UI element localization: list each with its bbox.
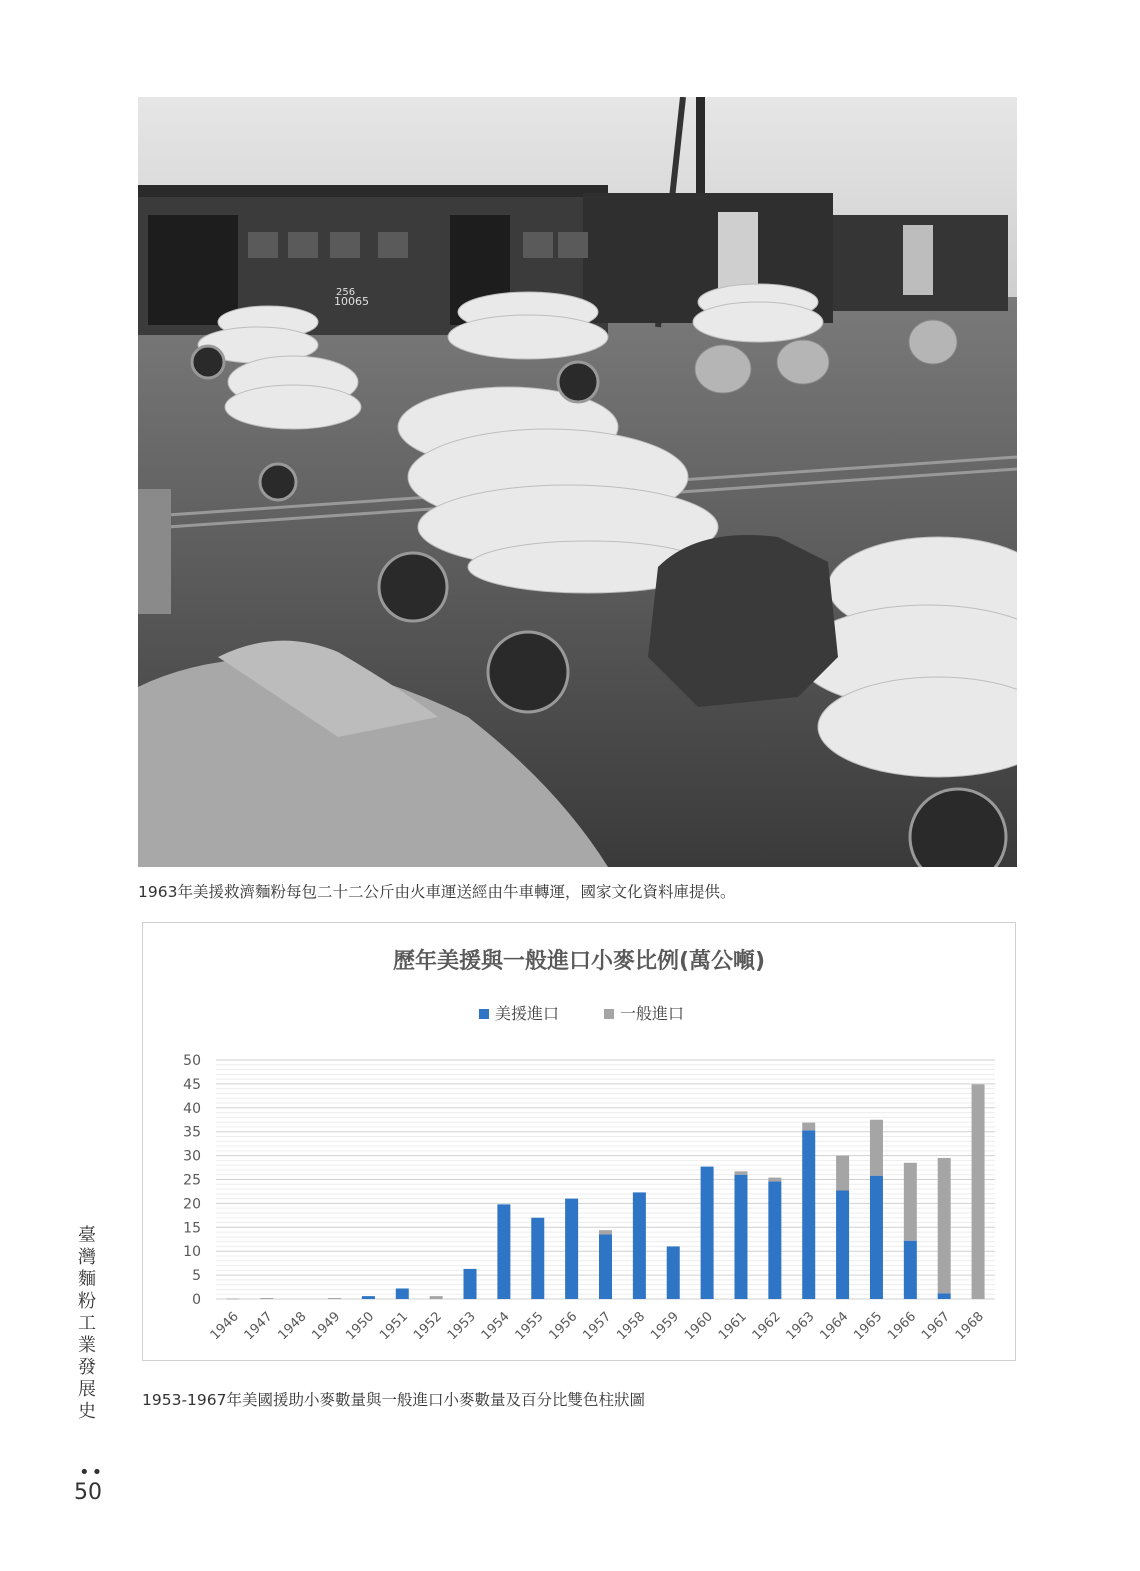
bar-segment <box>734 1171 747 1174</box>
x-tick-label: 1952 <box>410 1309 445 1344</box>
bar-segment <box>904 1163 917 1241</box>
bar-segment <box>633 1192 646 1299</box>
bar-segment <box>464 1269 477 1299</box>
bar-segment <box>870 1120 883 1176</box>
bar-segment <box>768 1178 781 1182</box>
x-tick-label: 1948 <box>275 1309 310 1344</box>
x-tick-label: 1957 <box>580 1309 615 1344</box>
historical-photo <box>138 97 1017 867</box>
page-dots: •• <box>79 1462 105 1483</box>
photo-scene <box>138 97 1017 867</box>
bar-segment <box>362 1296 375 1299</box>
x-tick-label: 1953 <box>444 1309 479 1344</box>
bar-segment <box>701 1167 714 1299</box>
x-tick-label: 1967 <box>919 1309 954 1344</box>
bar-segment <box>260 1298 273 1299</box>
bar-segment <box>667 1246 680 1299</box>
chart-caption: 1953-1967年美國援助小麥數量與一般進口小麥數量及百分比雙色柱狀圖 <box>142 1391 645 1409</box>
bar-segment <box>870 1176 883 1299</box>
chart-bars <box>226 1084 984 1299</box>
x-tick-label: 1968 <box>952 1309 987 1344</box>
bar-segment <box>430 1296 443 1299</box>
bar-segment <box>802 1123 815 1131</box>
y-tick-label: 35 <box>183 1124 201 1141</box>
bar-segment <box>565 1199 578 1299</box>
x-tick-label: 1960 <box>681 1309 716 1344</box>
x-tick-label: 1965 <box>851 1309 886 1344</box>
chart-title: 歷年美援與一般進口小麥比例(萬公噸) <box>392 949 766 974</box>
legend-swatch <box>604 1009 614 1019</box>
book-title: 臺灣麵粉工業發展史 <box>78 1225 96 1422</box>
bar-segment <box>734 1175 747 1299</box>
bar-segment <box>904 1241 917 1299</box>
y-tick-label: 30 <box>183 1148 201 1165</box>
y-tick-label: 25 <box>183 1172 201 1189</box>
legend-label: 一般進口 <box>620 1004 685 1023</box>
bar-segment <box>599 1230 612 1234</box>
bar-segment <box>599 1234 612 1299</box>
bar-segment <box>497 1204 510 1299</box>
x-tick-label: 1964 <box>817 1309 852 1344</box>
y-tick-label: 0 <box>192 1292 201 1308</box>
y-tick-label: 20 <box>183 1196 201 1213</box>
chart-legend <box>479 1004 684 1023</box>
x-tick-label: 1959 <box>648 1309 683 1344</box>
legend-swatch <box>479 1009 489 1019</box>
wagon-number-small: 256 <box>336 287 356 298</box>
x-tick-label: 1954 <box>478 1309 513 1344</box>
bar-segment <box>802 1130 815 1299</box>
page-number: 50 <box>74 1480 102 1505</box>
y-tick-label: 45 <box>183 1076 201 1093</box>
x-tick-label: 1949 <box>309 1309 344 1344</box>
x-tick-label: 1961 <box>715 1309 750 1344</box>
bar-segment <box>396 1288 409 1299</box>
bar-segment <box>531 1218 544 1299</box>
bar-segment <box>328 1298 341 1299</box>
bar-segment <box>768 1181 781 1299</box>
bar-segment <box>836 1190 849 1299</box>
x-tick-label: 1946 <box>207 1309 242 1344</box>
y-tick-label: 15 <box>183 1220 201 1237</box>
chart-container <box>142 922 1016 1361</box>
bar-segment <box>226 1299 239 1300</box>
y-tick-label: 5 <box>192 1268 201 1285</box>
y-tick-label: 10 <box>183 1244 201 1261</box>
x-tick-label: 1958 <box>614 1309 649 1344</box>
x-tick-label: 1963 <box>783 1309 818 1344</box>
photo-caption: 1963年美援救濟麵粉每包二十二公斤由火車運送經由牛車轉運，國家文化資料庫提供。 <box>138 883 736 901</box>
x-tick-label: 1947 <box>241 1309 276 1344</box>
x-tick-label: 1956 <box>546 1309 581 1344</box>
x-tick-label: 1951 <box>377 1309 412 1344</box>
y-axis-ticks <box>183 1053 201 1308</box>
bar-segment <box>938 1293 951 1299</box>
x-tick-label: 1950 <box>343 1309 378 1344</box>
y-tick-label: 40 <box>183 1100 201 1117</box>
y-tick-label: 50 <box>183 1053 201 1069</box>
x-tick-label: 1962 <box>749 1309 784 1344</box>
bar-segment <box>836 1156 849 1191</box>
bar-segment <box>938 1158 951 1293</box>
wagon-number: 10065 <box>334 295 369 308</box>
bar-segment <box>972 1084 985 1299</box>
wheat-import-chart <box>143 923 1015 1360</box>
x-tick-label: 1966 <box>885 1309 920 1344</box>
x-axis-ticks <box>208 1309 987 1343</box>
legend-label: 美援進口 <box>495 1004 560 1023</box>
x-tick-label: 1955 <box>512 1309 547 1344</box>
